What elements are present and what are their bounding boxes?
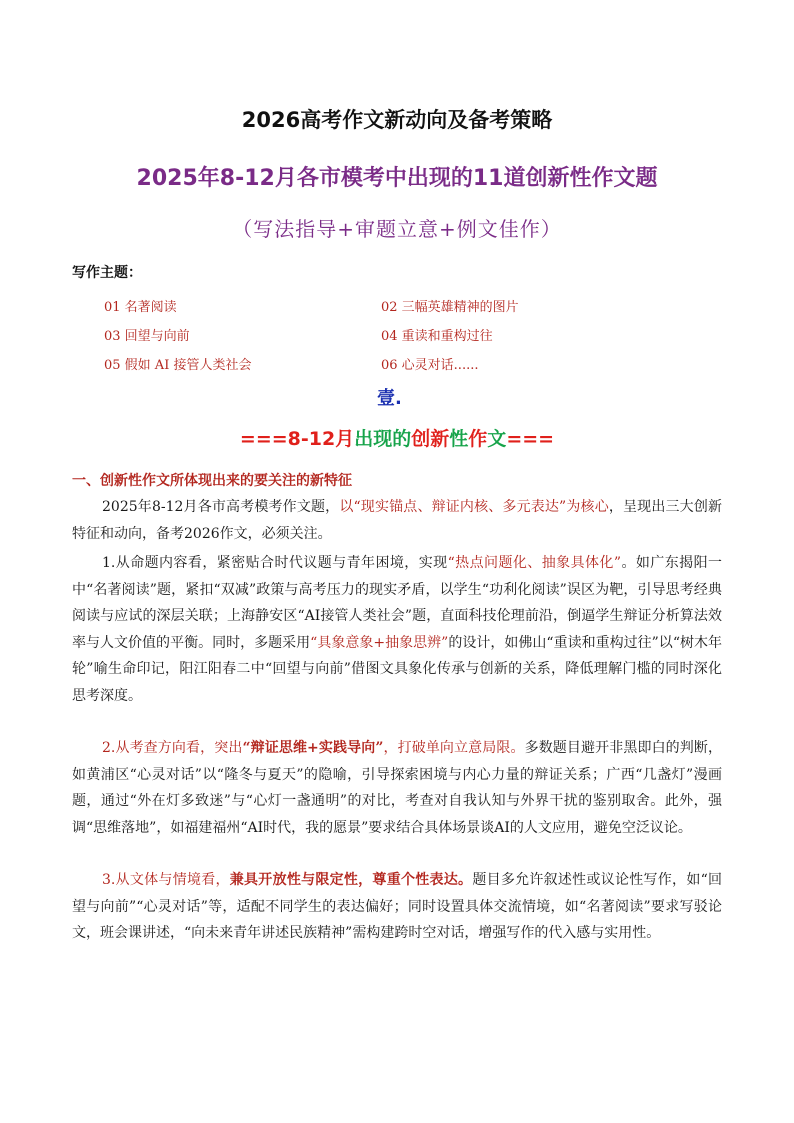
banner-part: === [506, 428, 555, 450]
banner-part: 作 [468, 428, 488, 450]
highlight-text: 2.从考查方向看，突出 [102, 740, 243, 756]
banner-part: 文 [487, 428, 507, 450]
theme-item: 06 心灵对话...... [381, 358, 479, 373]
highlight-text: 3.从文体与情境看， [102, 872, 230, 888]
banner-part: 创新 [411, 428, 450, 450]
document-subtitle: 2025年8-12月各市模考中出现的11道创新性作文题 [136, 166, 658, 191]
text-run: 1.从命题内容看，紧密贴合时代议题与青年困境，实现 [102, 555, 448, 571]
section-marker: 壹. [377, 388, 402, 409]
theme-item: 04 重读和重构过往 [381, 329, 493, 344]
text-run: 多数题目避开非黑即白的判断，如黄浦区“心灵对话”以“隆冬与夏天”的隐喻，引导探索困境与内心力量的辩证关系；广西“几盏灯”漫画题，通过“外在灯多致迷”与“心灯一盏通明”的对比，考查对自我认知与外界干扰的鉴别取舍。此外，强调“思维落地”，如福建福州“AI时代，我的愿景”要求结合具体场景谈AI的人文应用，避免空泛议论。 [72, 740, 723, 836]
theme-item: 05 假如 AI 接管人类社会 [104, 358, 252, 373]
theme-item: 02 三幅英雄精神的图片 [381, 300, 519, 315]
text-run: 。如广东揭阳一中“名著阅读”题，紧扣“双减”政策与高考压力的现实矛盾，以学生“功利化阅读”误区为靶，引导思考经典阅读与应试的深层关联；上海静安区“AI接管人类社会”题，直面科技伦理前沿，倒逼学生辩证分析算法效率与人文价值的平衡。同时，多题采用 [72, 555, 722, 651]
text-run: 题目多允许叙述性或议论性写作，如“回望与向前”“心灵对话”等，适配不同学生的表达偏好；同时设置具体交流情境，如“名著阅读”要求写驳论文，班会课讲述，“向未来青年讲述民族精神”需构建跨时空对话，增强写作的代入感与实用性。 [72, 872, 723, 941]
banner-part: 出现的 [354, 428, 412, 450]
text-run: 2025年8-12月各市高考模考作文题， [102, 499, 340, 515]
themes-label: 写作主题： [72, 265, 142, 281]
banner-part: 性 [449, 428, 469, 450]
highlight-text: 兼具开放性与限定性，尊重个性表达。 [229, 872, 473, 888]
highlight-text: ，打破单向立意局限。 [383, 740, 525, 756]
theme-item: 01 名著阅读 [104, 300, 177, 315]
paragraph-3 [72, 867, 722, 947]
banner-part: ===8-12 [239, 428, 336, 450]
highlight-text: 以“现实锚点、辩证内核、多元表达”为核心 [339, 499, 609, 515]
document-subtitle-paren: （写法指导+审题立意+例文佳作） [232, 217, 562, 241]
highlight-text: “热点问题化、抽象具体化” [447, 555, 622, 571]
highlight-text: “辩证思维+实践导向” [242, 740, 384, 756]
text-run: ，呈现出三大创新特征和动向，备考2026作文，必须关注。 [72, 499, 722, 542]
section-heading: 一、创新性作文所体现出来的要关注的新特征 [72, 473, 352, 489]
text-run: 的设计，如佛山“重读和重构过往”以“树木年轮”喻生命印记，阳江阳春二中“回望与向前”借图文具象化传承与创新的关系，降低理解门槛的同时深化思考深度。 [72, 634, 723, 704]
paragraph-1 [72, 550, 722, 709]
highlight-text: “具象意象+抽象思辨” [310, 634, 449, 651]
section-banner [0, 424, 794, 451]
paragraph-2 [72, 735, 722, 841]
intro-paragraph [72, 494, 722, 547]
theme-item: 03 回望与向前 [104, 329, 190, 344]
banner-part: 月 [335, 428, 355, 450]
document-title: 2026高考作文新动向及备考策略 [241, 108, 553, 132]
